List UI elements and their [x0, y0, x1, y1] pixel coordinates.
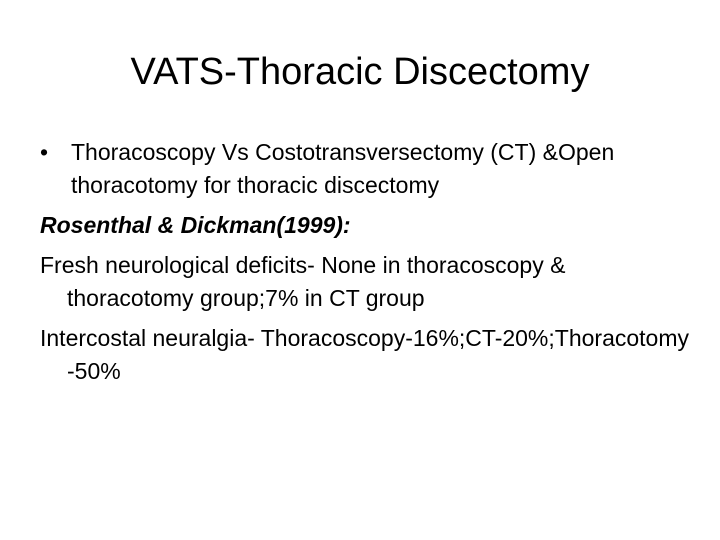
slide-body [40, 136, 690, 395]
finding-intercostal-neuralgia: Intercostal neuralgia- Thoracoscopy-16%;CT-20%;Thoracotomy -50% [40, 325, 689, 384]
bullet-icon: • [40, 139, 49, 165]
finding-neurological-deficits: Fresh neurological deficits- None in thoracoscopy & thoracotomy group;7% in CT group [40, 252, 566, 311]
reference-heading: Rosenthal & Dickman(1999): [40, 212, 351, 238]
slide-title: VATS-Thoracic Discectomy [130, 51, 590, 93]
bullet-item [40, 136, 690, 202]
bullet-text: Thoracoscopy Vs Costotransversectomy (CT) &Open thoracotomy for thoracic discectomy [71, 139, 615, 198]
